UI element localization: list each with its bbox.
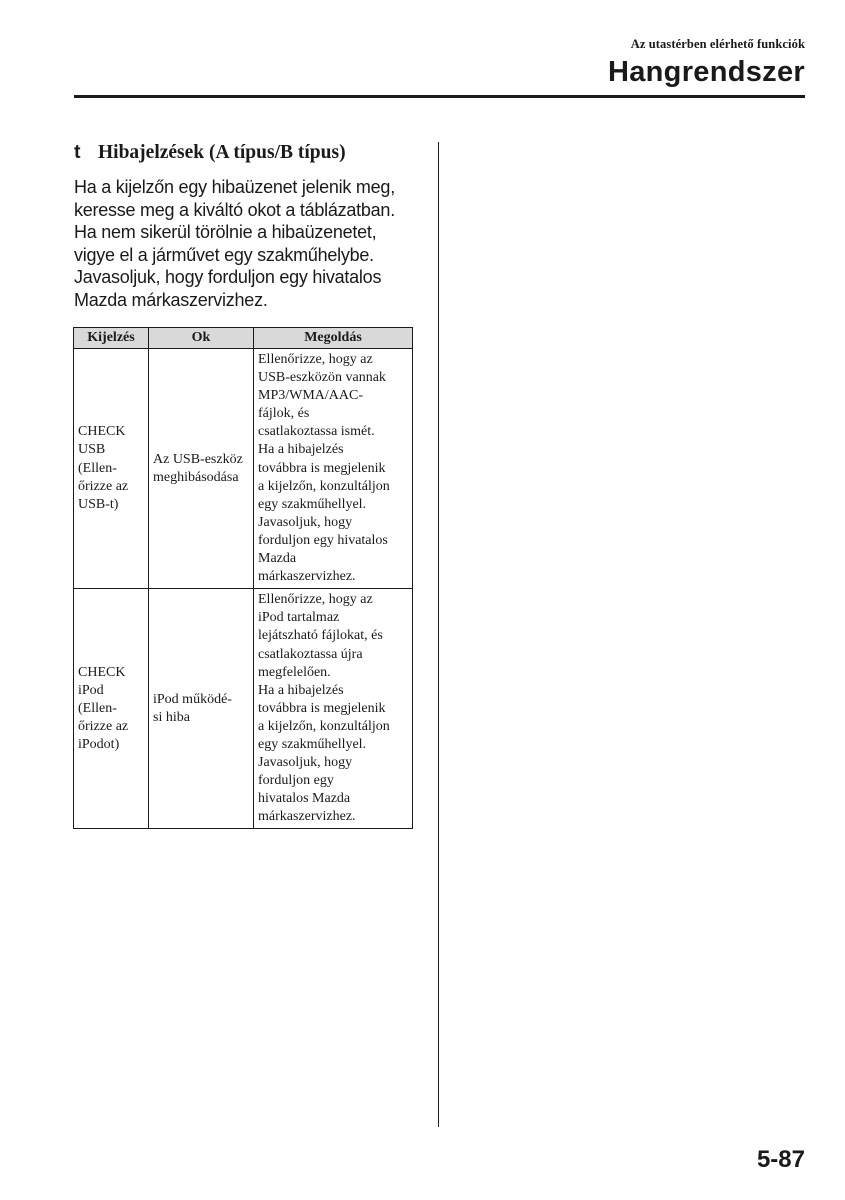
cell-line: márkaszervizhez. [258,809,356,825]
cell-line: hivatalos Mazda [258,791,351,807]
cell-line: fájlok, és [258,406,310,422]
cell-line: forduljon egy [258,773,334,789]
table-row [74,349,413,589]
display-cell [74,349,149,589]
cell-line: Javasoljuk, hogy [258,514,353,530]
cell-line: meghibásodása [153,469,239,485]
intro-line: Ha nem sikerül törölnie a hibaüzenetet, [74,222,377,243]
cell-line: Mazda [258,551,297,567]
cell-line: továbbra is megjelenik [258,700,386,716]
cell-line: si hiba [153,709,190,725]
cause-cell [149,349,254,589]
cell-line: őrizze az [78,718,129,734]
cell-line: USB [78,442,106,458]
cell-line: Ellenőrizze, hogy az [258,592,373,608]
cell-line: MP3/WMA/AAC- [258,388,364,404]
cell-line: USB-eszközön vannak [258,370,386,386]
cell-line: őrizze az [78,478,129,494]
intro-line: Ha a kijelzőn egy hibaüzenet jelenik meg, [74,177,395,197]
subsection-heading-text: Hibajelzések (A típus/B típus) [98,142,346,163]
cell-line: CHECK [78,664,126,680]
cause-cell [149,589,254,829]
table-header-row [74,328,413,349]
column-header-cause: Ok [149,328,254,349]
cell-line: Ellenőrizze, hogy az [258,352,373,367]
cell-line: a kijelzőn, konzultáljon [258,478,390,494]
intro-line: Mazda márkaszervizhez. [74,289,268,310]
section-title: Hangrendszer [608,56,805,88]
cell-line: iPod tartalmaz [258,610,340,626]
intro-line: Javasoljuk, hogy forduljon egy hivatalos [74,267,382,288]
column-divider [438,142,439,1127]
table-row [74,589,413,829]
cell-line: Ha a hibajelzés [258,442,344,458]
cell-line: a kijelzőn, konzultáljon [258,718,390,734]
header-rule [74,95,805,98]
column-header-solution: Megoldás [254,328,413,349]
cell-line: egy szakműhellyel. [258,496,367,512]
cell-line: Ha a hibajelzés [258,682,344,698]
cell-line: USB-t) [78,496,119,512]
cell-line: (Ellen- [78,460,117,476]
display-cell [74,589,149,829]
cell-line: iPodot) [78,736,120,752]
cell-line: Az USB-eszköz [153,451,243,467]
cell-line: iPod működé- [153,691,232,707]
cell-line: iPod [78,682,104,698]
error-table [73,327,413,829]
page-number: 5-87 [756,1146,805,1173]
breadcrumb: Az utastérben elérhető funkciók [630,37,805,51]
cell-line: megfelelően. [258,664,331,680]
cell-line: Javasoljuk, hogy [258,755,353,771]
intro-line: keresse meg a kiváltó okot a táblázatban. [74,199,395,220]
cell-line: (Ellen- [78,700,117,716]
solution-cell [254,589,413,829]
cell-line: csatlakoztassa ismét. [258,424,375,440]
cell-line: forduljon egy hivatalos [258,532,388,548]
cell-line: márkaszervizhez. [258,569,356,585]
solution-cell [254,349,413,589]
bullet-marker-icon: t [74,141,81,163]
cell-line: lejátszható fájlokat, és [258,628,383,644]
cell-line: továbbra is megjelenik [258,460,386,476]
column-header-display: Kijelzés [74,328,149,349]
intro-line: vigye el a járművet egy szakműhelybe. [74,244,374,265]
subsection-heading [74,141,346,164]
intro-paragraph [74,176,424,312]
cell-line: csatlakoztassa újra [258,646,363,662]
cell-line: egy szakműhellyel. [258,736,367,752]
cell-line: CHECK [78,424,126,440]
